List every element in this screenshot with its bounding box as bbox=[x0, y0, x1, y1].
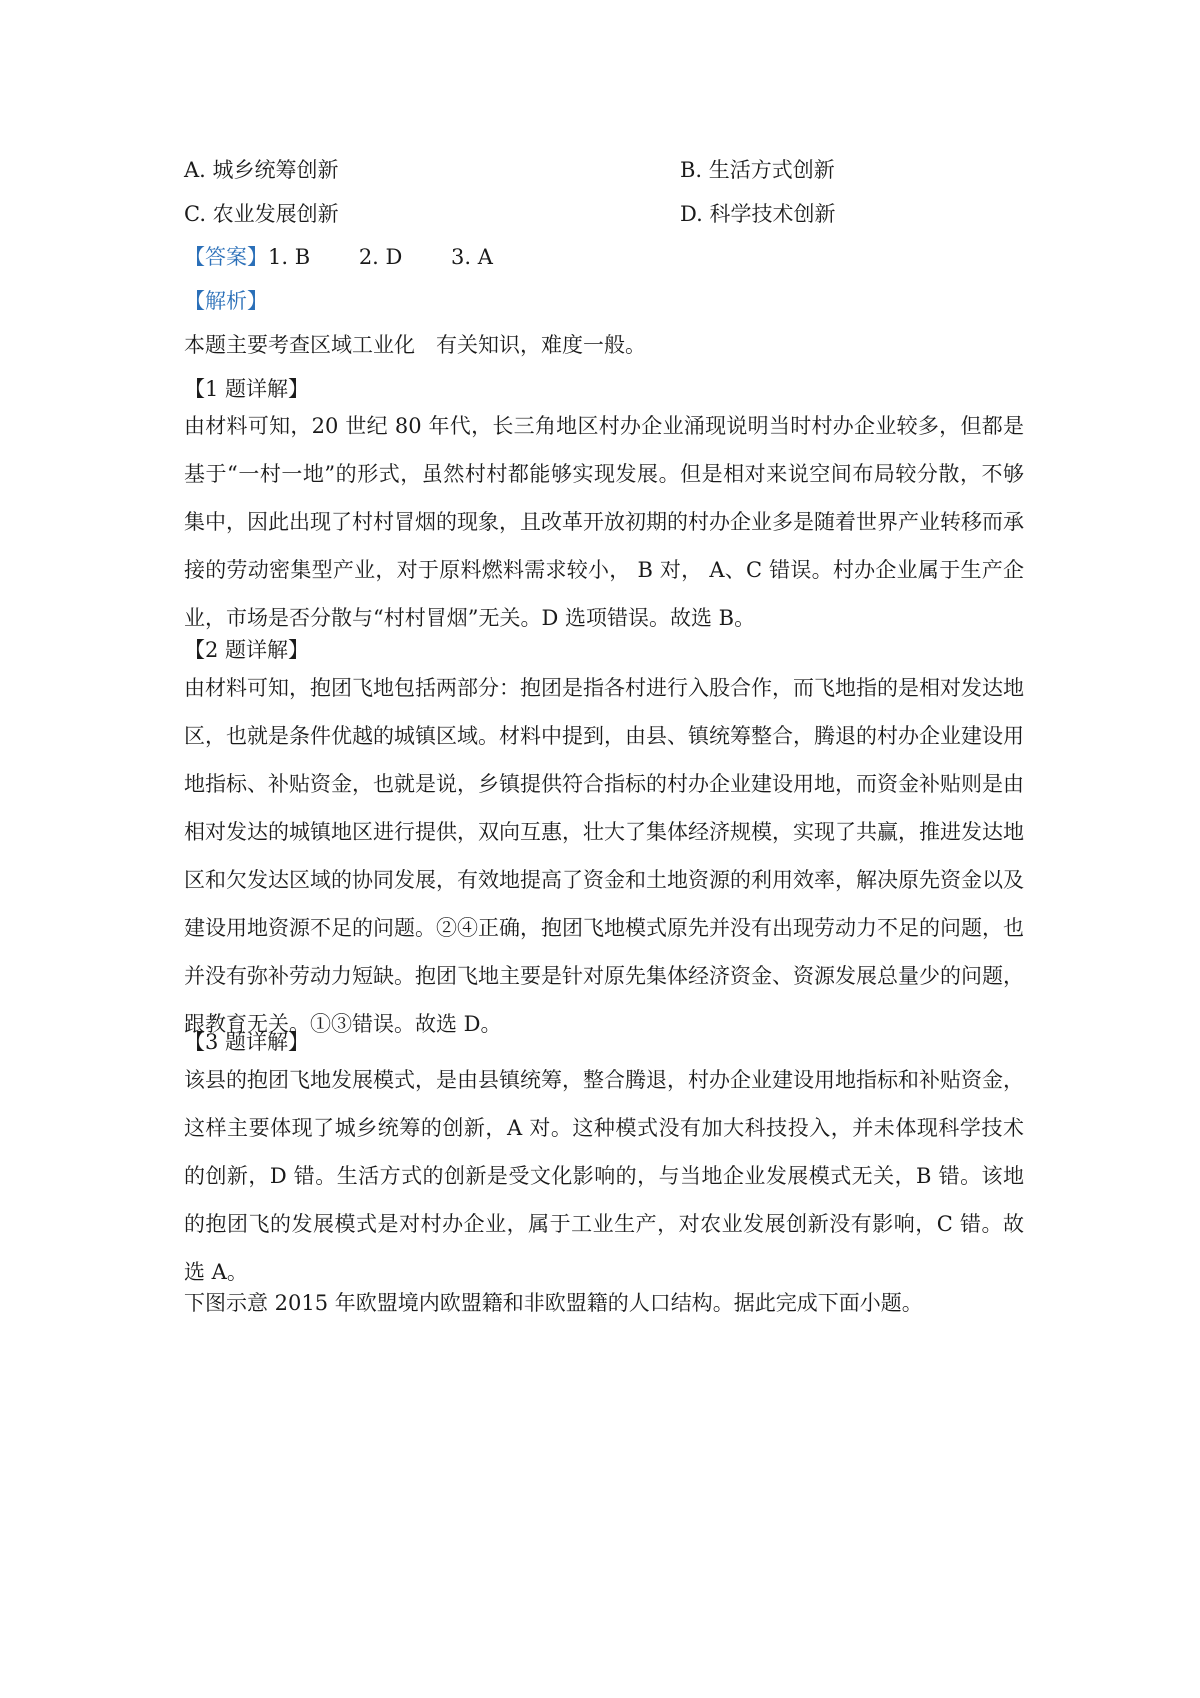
option-b: B. 生活方式创新 bbox=[680, 158, 835, 182]
answer-text: 1. B 2. D 3. A bbox=[268, 245, 493, 269]
q1-body: 由材料可知，20 世纪 80 年代，长三角地区村办企业涌现说明当时村办企业较多，但都是基于“一村一地”的形式，虽然村村都能够实现发展。但是相对来说空间布局较分散，不够集中，因此出现了村村冒烟的现象，且改革开放初期的村办企业多是随着世界产业转移而承接的劳动密集型产业，对于原料燃料需求较小， B 对， A、C 错误。村办企业属于生产企业，市场是否分散与“村村冒烟”无关。D 选项错误。故选 B。 bbox=[184, 414, 1024, 630]
option-d: D. 科学技术创新 bbox=[680, 202, 836, 226]
answer-line bbox=[184, 242, 493, 272]
q3-body: 该县的抱团飞地发展模式，是由县镇统筹，整合腾退，村办企业建设用地指标和补贴资金，这样主要体现了城乡统筹的创新，A 对。这种模式没有加大科技投入，并未体现科学技术的创新，D 错。生活方式的创新是受文化影响的，与当地企业发展模式无关，B 错。该地的抱团飞的发展模式是对村办企业，属于工业生产，对农业发展创新没有影响，C 错。故选 A。 bbox=[184, 1068, 1024, 1284]
next-intro: 下图示意 2015 年欧盟境内欧盟籍和非欧盟籍的人口结构。据此完成下面小题。 bbox=[184, 1291, 923, 1315]
answer-tag: 【答案】 bbox=[184, 245, 268, 269]
q2-body: 由材料可知，抱团飞地包括两部分：抱团是指各村进行入股合作，而飞地指的是相对发达地区，也就是条件优越的城镇区域。材料中提到，由县、镇统筹整合，腾退的村办企业建设用地指标、补贴资金，也就是说，乡镇提供符合指标的村办企业建设用地，而资金补贴则是由相对发达的城镇地区进行提供，双向互惠，壮大了集体经济规模，实现了共赢，推进发达地区和欠发达区域的协同发展，有效地提高了资金和土地资源的利用效率，解决原先资金以及建设用地资源不足的问题。②④正确，抱团飞地模式原先并没有出现劳动力不足的问题，也并没有弥补劳动力短缺。抱团飞地主要是针对原先集体经济资金、资源发展总量少的问题，跟教育无关。①③错误。故选 D。 bbox=[184, 676, 1024, 1036]
analysis-intro: 本题主要考查区域工业化 有关知识，难度一般。 bbox=[184, 333, 646, 357]
q2-heading: 【2 题详解】 bbox=[184, 638, 310, 662]
option-a: A. 城乡统筹创新 bbox=[184, 158, 339, 182]
analysis-tag-text: 【解析】 bbox=[184, 289, 268, 313]
q1-heading: 【1 题详解】 bbox=[184, 377, 310, 401]
analysis-tag bbox=[184, 286, 268, 316]
q3-heading: 【3 题详解】 bbox=[184, 1030, 310, 1054]
option-c: C. 农业发展创新 bbox=[184, 202, 339, 226]
